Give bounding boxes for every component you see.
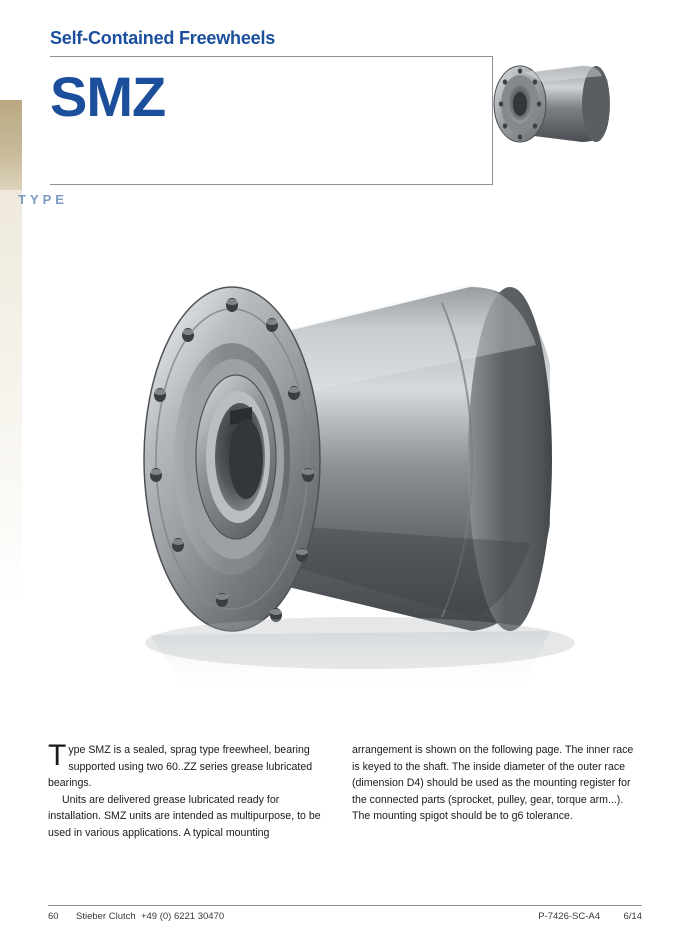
footer-left-group (48, 911, 225, 950)
body-column-right (352, 742, 634, 825)
header-rule-top (50, 56, 492, 57)
footer-company: Stieber Clutch +49 (0) 6221 30470 (76, 911, 225, 922)
header-eyebrow: Self-Contained Freewheels (50, 28, 276, 48)
product-hero-image (80, 225, 640, 725)
paragraph-left-2: Units are delivered grease lubricated ready for installation. SMZ units are intended as multipurpose, to be used in various applications. A typical mounting (48, 793, 321, 839)
paragraph-right-1: arrangement is shown on the following page. The inner race is keyed to the shaft. The inside diameter of the outer race (dimension D4) should be used as the mounting register for the connected parts (sprocket, pulley, gear, torque arm...). The mounting spigot should be to g6 tolerance. (352, 744, 634, 822)
page-number: 60 (48, 911, 59, 922)
page-footer (48, 911, 642, 931)
footer-right-group (538, 911, 642, 950)
paragraph-left-1 (48, 739, 330, 792)
body-copy (40, 739, 642, 862)
footer-document-code: P-7426-SC-A4 (538, 911, 600, 922)
footer-revision: 6/14 (623, 911, 642, 922)
edge-bar-top (0, 0, 22, 100)
body-column-left (48, 739, 330, 841)
drop-cap: T (48, 739, 67, 772)
header-rule-bottom (50, 184, 492, 185)
page-title: SMZ (50, 65, 166, 128)
paragraph-left-1-text: ype SMZ is a sealed, sprag type freewheel, bearing supported using two 60..ZZ series grease lubricated bearings. (48, 744, 313, 789)
product-thumbnail-image (478, 52, 638, 156)
section-label-type: TYPE (18, 192, 68, 207)
edge-bar-tan (0, 100, 22, 190)
edge-bar-fade (0, 190, 22, 950)
footer-rule (48, 905, 642, 906)
